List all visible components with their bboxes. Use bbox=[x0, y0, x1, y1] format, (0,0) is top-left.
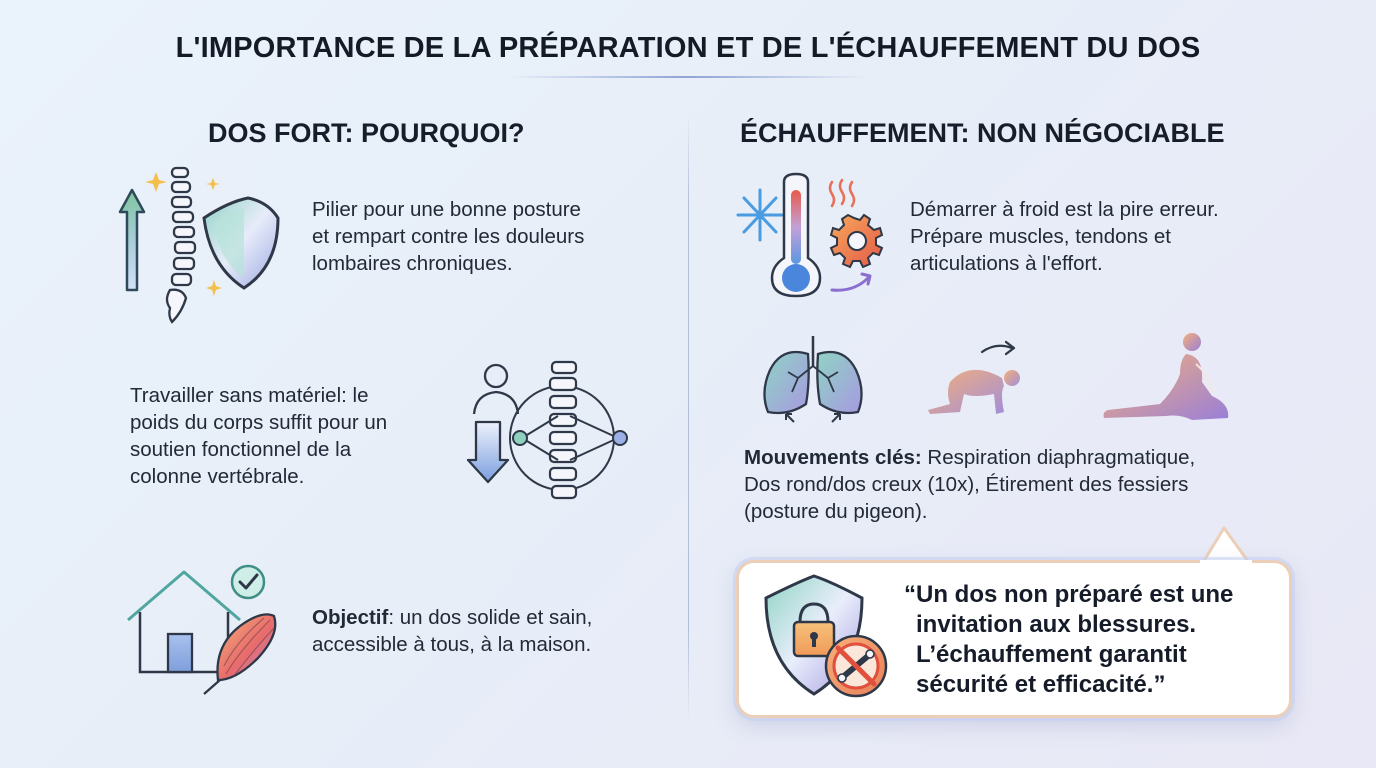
text-line: colonne vertébrale. bbox=[130, 465, 305, 488]
posture-text bbox=[312, 196, 584, 277]
title-underline bbox=[508, 76, 868, 78]
quote-line: “Un dos non préparé est une bbox=[904, 581, 1234, 608]
text-line: Dos rond/dos creux (10x), Étirement des fessiers bbox=[744, 473, 1189, 496]
quote-line: sécurité et efficacité.” bbox=[916, 671, 1166, 698]
pigeon-pose-icon bbox=[1100, 330, 1234, 426]
right-heading: ÉCHAUFFEMENT: NON NÉGOCIABLE bbox=[740, 118, 1225, 148]
text-line: soutien fonctionnel de la bbox=[130, 438, 352, 461]
quote-text bbox=[904, 580, 1284, 700]
left-heading: DOS FORT: POURQUOI? bbox=[208, 118, 525, 148]
objective-label: Objectif bbox=[312, 606, 389, 629]
text-line: articulations à l'effort. bbox=[910, 252, 1103, 275]
quote-pointer-mask bbox=[1200, 560, 1252, 566]
page-title: L'IMPORTANCE DE LA PRÉPARATION ET DE L'ÉCHAUFFEMENT DU DOS bbox=[175, 32, 1201, 64]
column-divider bbox=[688, 112, 689, 722]
cat-cow-icon bbox=[920, 338, 1030, 428]
text-line: Démarrer à froid est la pire erreur. bbox=[910, 198, 1219, 221]
thermometer-gear-icon bbox=[736, 170, 886, 300]
text-line: et rempart contre les douleurs bbox=[312, 225, 585, 248]
quote-line: L’échauffement garantit bbox=[916, 641, 1187, 668]
text-line: poids du corps suffit pour un bbox=[130, 411, 388, 434]
shield-lock-no-injury-icon bbox=[758, 572, 894, 704]
text-line: accessible à tous, à la maison. bbox=[312, 633, 592, 656]
objective-text bbox=[312, 604, 592, 658]
objective-line-1 bbox=[312, 604, 592, 631]
text-line: (posture du pigeon). bbox=[744, 500, 928, 523]
text-line: : un dos solide et sain, bbox=[388, 606, 593, 629]
movements-label: Mouvements clés: bbox=[744, 446, 922, 469]
text-line: Respiration diaphragmatique, bbox=[921, 446, 1196, 469]
lungs-icon bbox=[758, 332, 868, 428]
text-line: Prépare muscles, tendons et bbox=[910, 225, 1171, 248]
text-line: lombaires chroniques. bbox=[312, 252, 513, 275]
warmup-text bbox=[910, 196, 1219, 277]
spine-shield-icon bbox=[110, 160, 290, 335]
movements-text bbox=[744, 444, 1195, 525]
text-line: Travailler sans matériel: le bbox=[130, 384, 369, 407]
home-muscle-icon bbox=[124, 562, 284, 702]
bodyweight-text bbox=[130, 382, 387, 490]
text-line: Pilier pour une bonne posture bbox=[312, 198, 581, 221]
quote-line: invitation aux blessures. bbox=[916, 611, 1197, 638]
movements-line-1 bbox=[744, 444, 1195, 471]
bodyweight-spine-icon bbox=[462, 356, 638, 516]
